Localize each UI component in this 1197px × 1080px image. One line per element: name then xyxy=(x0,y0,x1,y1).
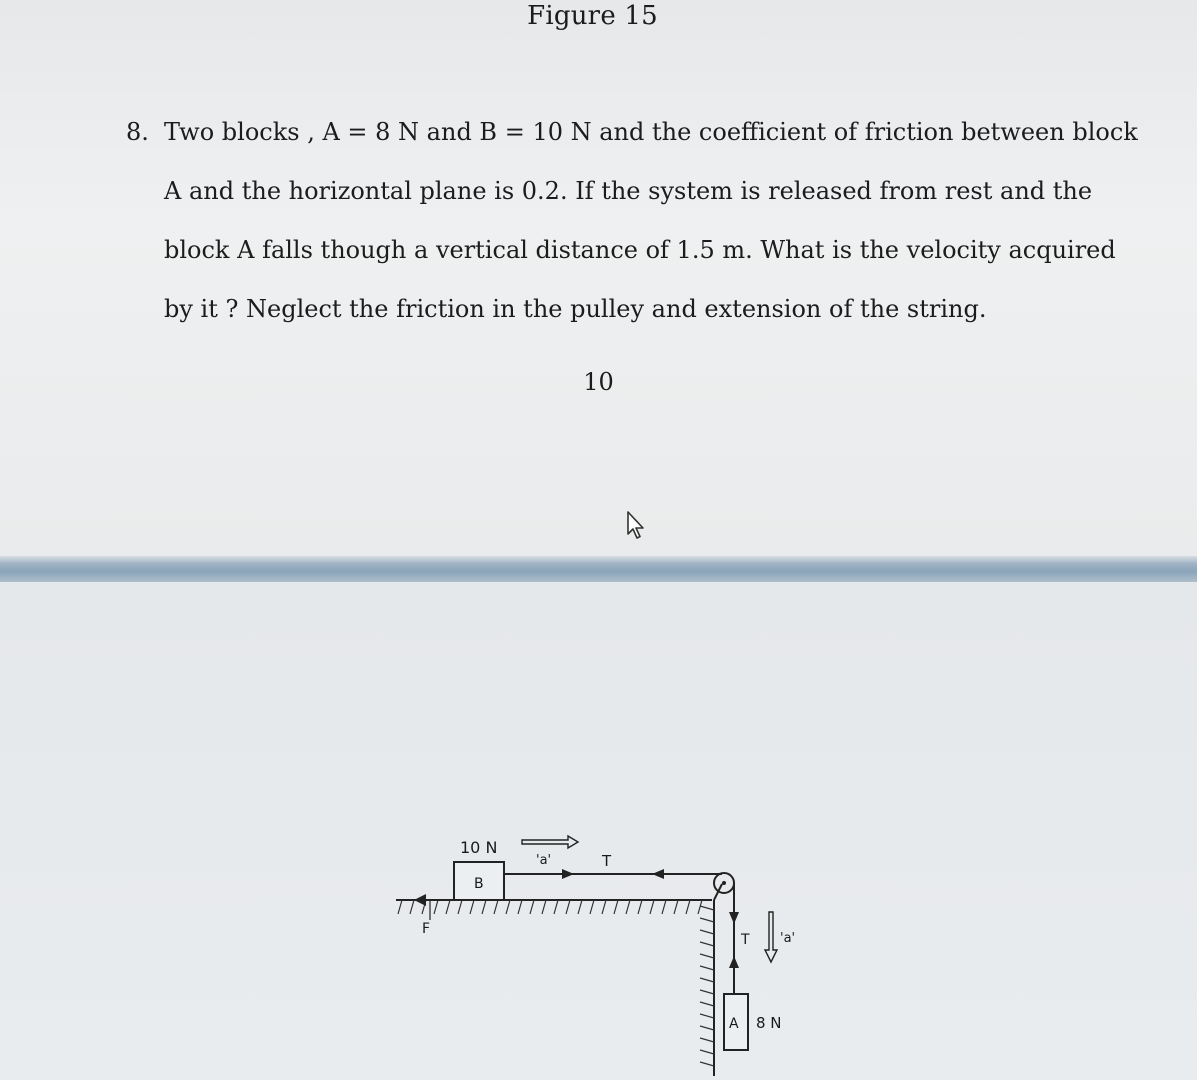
wall-hatching xyxy=(700,906,714,1066)
question-line-1: Two blocks , A = 8 N and B = 10 N and the coefficient of friction between block xyxy=(164,118,1138,146)
page-divider xyxy=(0,556,1197,582)
question-line-2: A and the horizontal plane is 0.2. If the system is released from rest and the xyxy=(164,177,1093,205)
mouse-pointer-icon xyxy=(626,510,648,542)
friction-label: F xyxy=(422,921,431,937)
tension-arrow-left xyxy=(652,869,664,879)
tension-arrow-right xyxy=(562,869,574,879)
acceleration-a-label: 'a' xyxy=(780,931,796,946)
tension-horizontal-label: T xyxy=(602,852,612,870)
marks: 10 xyxy=(583,368,614,396)
acceleration-a-arrow xyxy=(765,912,777,962)
block-a-label: A xyxy=(729,1016,739,1032)
question-number: 8. xyxy=(126,118,149,146)
tension-vertical-label: T xyxy=(741,932,750,948)
plane-hatching xyxy=(398,900,702,914)
pulley-diagram xyxy=(390,826,810,1080)
tension-arrow-up xyxy=(729,956,739,968)
block-a-weight: 8 N xyxy=(756,1014,782,1032)
block-b-label: B xyxy=(474,876,484,892)
acceleration-b-arrow xyxy=(522,836,578,848)
tension-arrow-down xyxy=(729,912,739,924)
question-line-4: by it ? Neglect the friction in the pulley and extension of the string. xyxy=(164,295,987,323)
friction-arrow xyxy=(414,894,426,906)
block-b-weight: 10 N xyxy=(460,838,498,857)
figure-caption: Figure 15 xyxy=(527,1,658,31)
acceleration-b-label: 'a' xyxy=(536,853,552,868)
question-line-3: block A falls though a vertical distance of 1.5 m. What is the velocity acquired xyxy=(164,236,1116,264)
